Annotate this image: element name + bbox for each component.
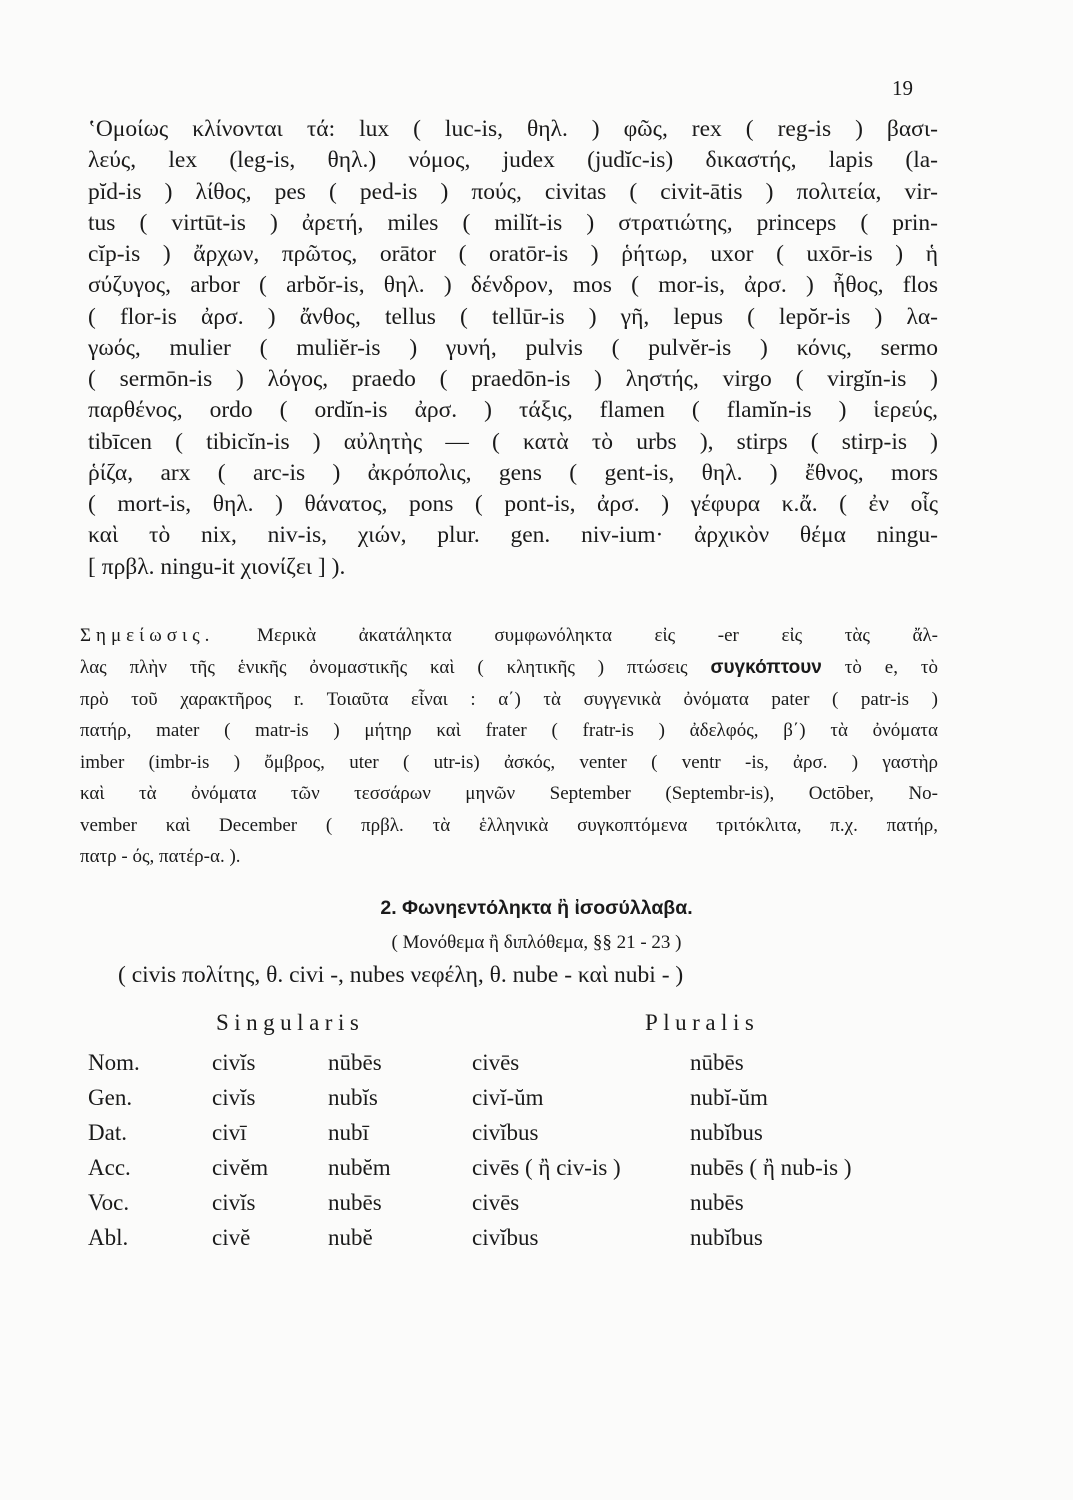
table-cell: civēs — [472, 1050, 520, 1075]
paragraph-line: καὶ τὸ nix, niv-is, χιών, plur. gen. niv-ium· ἀρχικὸν θέμα ningu- — [88, 522, 938, 548]
case-label: Dat. — [88, 1120, 127, 1145]
table-cell: civēs ( ἢ civ-is ) — [472, 1155, 621, 1180]
paragraph-line: [ πρβλ. ningu-it χιονίζει ] ). — [88, 554, 346, 580]
paragraph-line: ῥίζα, arx ( arc-is ) ἀκρόπολις, gens ( gent-is, θηλ. ) ἔθνος, mors — [88, 460, 938, 486]
note-text: τὸ e, τὸ — [844, 657, 938, 678]
note-label: Σημείωσις. — [80, 625, 215, 646]
example-line: ( civis πολίτης, θ. civi -, nubes νεφέλη, θ. nube - καὶ nubi - ) — [118, 962, 684, 988]
case-label: Voc. — [88, 1190, 130, 1215]
table-cell: nubēs — [328, 1190, 382, 1215]
table-cell: nubēs — [690, 1190, 744, 1215]
section-subheading: ( Μονόθεμα ἢ διπλόθεμα, §§ 21 - 23 ) — [391, 932, 682, 953]
table-cell: civĭs — [212, 1190, 256, 1215]
note-line — [80, 652, 938, 684]
note-line: καὶ τὰ ὀνόματα τῶν τεσσάρων μηνῶν September (Septembr-is), Octōber, No- — [80, 783, 938, 804]
paragraph-line: λεύς, lex (leg-is, θηλ.) νόμος, judex (judĭc-is) δικαστής, lapis (la- — [88, 147, 938, 173]
note-line — [80, 620, 938, 652]
page-number: 19 — [892, 76, 913, 100]
table-cell: nūbēs — [690, 1050, 744, 1075]
paragraph-line: ( sermōn-is ) λόγος, praedo ( praedōn-is ) ληστής, virgo ( virgĭn-is ) — [88, 366, 938, 392]
case-label: Gen. — [88, 1085, 133, 1110]
case-label: Nom. — [88, 1050, 140, 1075]
note-line: πατήρ, mater ( matr-is ) μήτηρ καὶ frater ( fratr-is ) ἀδελφός, β΄) τὰ ὀνόματα — [80, 720, 938, 741]
paragraph-line: tibīcen ( tibicĭn-is ) αὐλητὴς — ( κατὰ τὸ urbs ), stirps ( stirp-is ) — [88, 429, 938, 455]
table-cell: nubĭ-ŭm — [690, 1085, 768, 1110]
paragraph-line: γωός, mulier ( muliĕr-is ) γυνή, pulvis ( pulvĕr-is ) κόνις, sermo — [88, 335, 938, 361]
singular-header: Singularis — [216, 1010, 365, 1035]
table-cell: civĕ — [212, 1225, 251, 1250]
plural-header: Pluralis — [645, 1010, 760, 1035]
note-line: πρὸ τοῦ χαρακτῆρος r. Τοιαῦτα εἶναι : α΄) τὰ συγγενικὰ ὀνόματα pater ( patr-is ) — [80, 689, 938, 710]
table-cell: civĭbus — [472, 1120, 539, 1145]
table-cell: nubī — [328, 1120, 369, 1145]
table-cell: nubĭbus — [690, 1120, 763, 1145]
case-label: Abl. — [88, 1225, 129, 1250]
note-line: vember καὶ December ( πρβλ. τὰ ἑλληνικὰ συγκοπτόμενα τριτόκλιτα, π.χ. πατήρ, — [80, 815, 938, 836]
table-cell: nubĭs — [328, 1085, 378, 1110]
paragraph-line: pĭd-is ) λίθος, pes ( ped-is ) πούς, civitas ( civit-ātis ) πολιτεία, vir- — [88, 179, 938, 205]
case-label: Acc. — [88, 1155, 131, 1180]
table-cell: nūbēs — [328, 1050, 382, 1075]
paragraph-line: ʽΟμοίως κλίνονται τά: lux ( luc-is, θηλ. ) φῶς, rex ( reg-is ) βασι- — [88, 116, 938, 142]
table-cell: civĕm — [212, 1155, 269, 1180]
note-line: πατρ - ός, πατέρ-α. ). — [80, 846, 241, 867]
paragraph-line: cĭp-is ) ἄρχων, πρῶτος, orātor ( oratōr-is ) ῥήτωρ, uxor ( uxōr-is ) ἡ — [88, 241, 938, 267]
table-cell: civĭbus — [472, 1225, 539, 1250]
note-bold-word: συγκόπτουν — [710, 657, 822, 678]
note-text: Μερικὰ ἀκατάληκτα συμφωνόληκτα εἰς -er εἰς τὰς ἄλ- — [257, 625, 939, 646]
table-cell: nubĕm — [328, 1155, 391, 1180]
paragraph-line: ( flor-is ἀρσ. ) ἄνθος, tellus ( tellūr-is ) γῆ, lepus ( lepŏr-is ) λα- — [88, 304, 938, 330]
section-heading: 2. Φωνηεντόληκτα ἢ ἰσοσύλλαβα. — [380, 897, 693, 919]
note-line: imber (imbr-is ) ὄμβρος, uter ( utr-is) ἀσκός, venter ( ventr -is, ἀρσ. ) γαστὴρ — [80, 752, 938, 773]
table-cell: civĭs — [212, 1050, 256, 1075]
table-cell: civī — [212, 1120, 247, 1145]
note-text: λας πλὴν τῆς ἑνικῆς ὀνομαστικῆς καὶ ( κλητικῆς ) πτώσεις — [80, 657, 688, 678]
paragraph-line: tus ( virtūt-is ) ἀρετή, miles ( milĭt-is ) στρατιώτης, princeps ( prin- — [88, 210, 938, 236]
table-cell: nubĭbus — [690, 1225, 763, 1250]
paragraph-line: ( mort-is, θηλ. ) θάνατος, pons ( pont-is, ἀρσ. ) γέφυρα κ.ἄ. ( ἐν οἷς — [88, 491, 938, 517]
table-cell: nubēs ( ἢ nub-is ) — [690, 1155, 852, 1180]
table-cell: civēs — [472, 1190, 520, 1215]
paragraph-line: σύζυγος, arbor ( arbŏr-is, θηλ. ) δένδρον, mos ( mor-is, ἀρσ. ) ἦθος, flos — [88, 272, 938, 298]
table-cell: civĭ-ŭm — [472, 1085, 544, 1110]
paragraph-line: παρθένος, ordo ( ordĭn-is ἀρσ. ) τάξις, flamen ( flamĭn-is ) ἱερεύς, — [88, 397, 938, 423]
table-cell: nubĕ — [328, 1225, 373, 1250]
table-cell: civĭs — [212, 1085, 256, 1110]
